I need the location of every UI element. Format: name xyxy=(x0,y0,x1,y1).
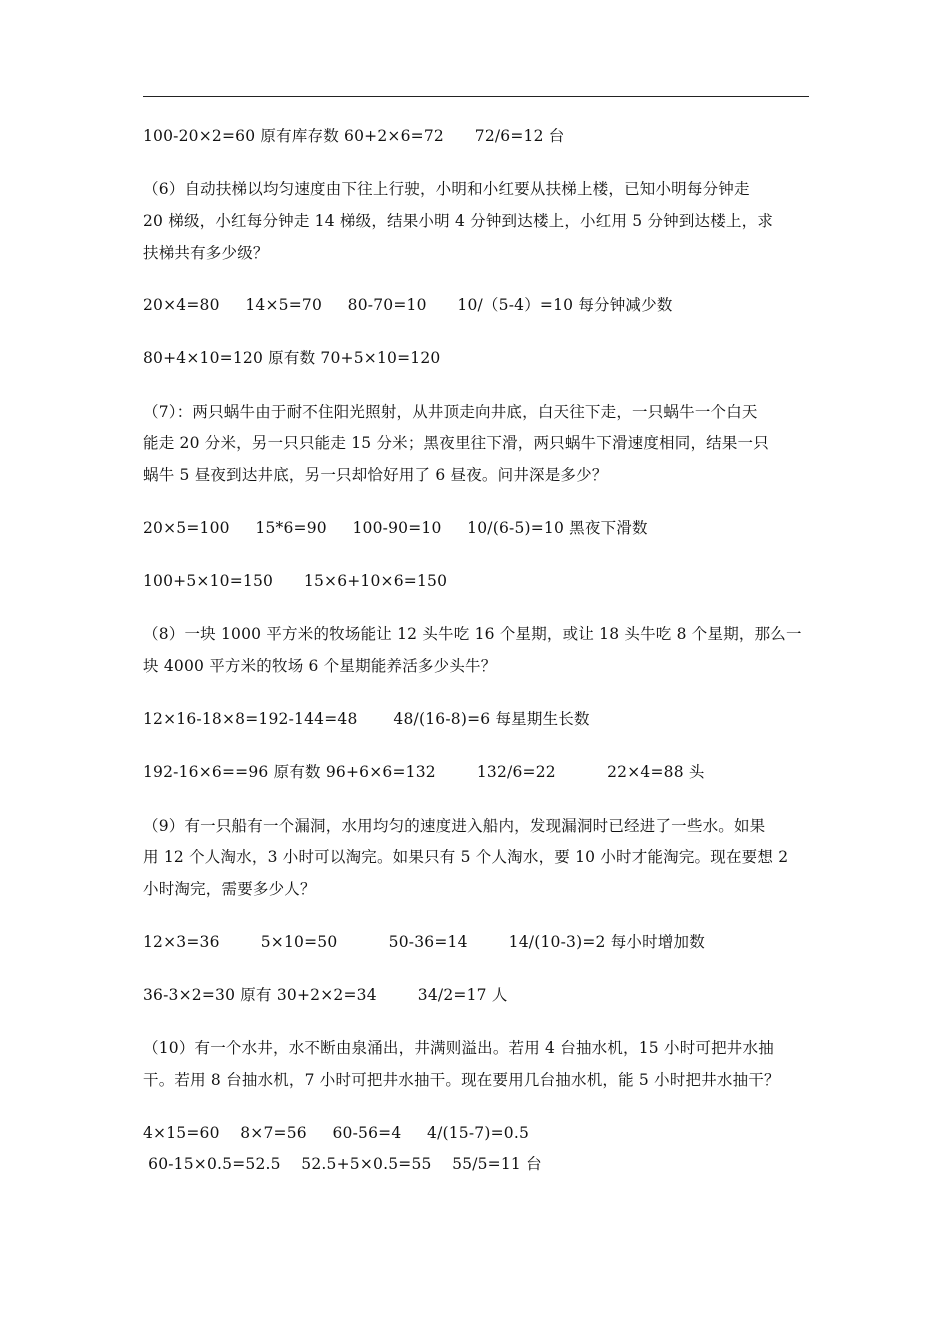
answer-line: 20×4=80 14×5=70 80-70=10 10/（5-4）=10 每分钟减少数 xyxy=(143,296,673,314)
problem-10-line-1: （10）有一个水井，水不断由泉涌出，井满则溢出。若用 4 台抽水机，15 小时可把井水抽 xyxy=(143,1039,774,1057)
problem-6-line-2: 20 梯级，小红每分钟走 14 梯级，结果小明 4 分钟到达楼上，小红用 5 分钟到达楼上，求 xyxy=(143,212,774,230)
answer-line: 4×15=60 8×7=56 60-56=4 4/(15-7)=0.5 xyxy=(143,1124,530,1142)
answer-line: 100+5×10=150 15×6+10×6=150 xyxy=(143,572,448,590)
problem-7-line-2: 能走 20 分米，另一只只能走 15 分米；黑夜里往下滑，两只蜗牛下滑速度相同，结果一只 xyxy=(143,434,769,452)
problem-6-line-1: （6）自动扶梯以均匀速度由下往上行驶，小明和小红要从扶梯上楼，已知小明每分钟走 xyxy=(143,180,750,198)
problem-6-line-3: 扶梯共有多少级？ xyxy=(143,244,269,262)
answer-line: 36-3×2=30 原有 30+2×2=34 34/2=17 人 xyxy=(143,986,508,1004)
problem-10-line-2: 干。若用 8 台抽水机，7 小时可把井水抽干。现在要用几台抽水机，能 5 小时把井水抽干？ xyxy=(143,1071,780,1089)
answer-line: 60-15×0.5=52.5 52.5+5×0.5=55 55/5=11 台 xyxy=(143,1155,542,1173)
answer-line: 192-16×6==96 原有数 96+6×6=132 132/6=22 22×4=88 头 xyxy=(143,763,705,781)
answer-line: 12×3=36 5×10=50 50-36=14 14/(10-3)=2 每小时增加数 xyxy=(143,933,705,951)
header-rule xyxy=(143,96,809,97)
problem-8-line-1: （8）一块 1000 平方米的牧场能让 12 头牛吃 16 个星期，或让 18 头牛吃 8 个星期，那么一 xyxy=(143,625,802,643)
answer-line: 100-20×2=60 原有库存数 60+2×6=72 72/6=12 台 xyxy=(143,127,565,145)
problem-9-line-1: （9）有一只船有一个漏洞，水用均匀的速度进入船内，发现漏洞时已经进了一些水。如果 xyxy=(143,817,766,835)
problem-9-line-2: 用 12 个人淘水，3 小时可以淘完。如果只有 5 个人淘水，要 10 小时才能淘完。现在要想 2 xyxy=(143,848,789,866)
problem-7-line-3: 蜗牛 5 昼夜到达井底，另一只却恰好用了 6 昼夜。问井深是多少？ xyxy=(143,466,608,484)
problem-8-line-2: 块 4000 平方米的牧场 6 个星期能养活多少头牛？ xyxy=(143,657,497,675)
problem-9-line-3: 小时淘完，需要多少人？ xyxy=(143,880,316,898)
answer-line: 12×16-18×8=192-144=48 48/(16-8)=6 每星期生长数 xyxy=(143,710,590,728)
problem-7-line-1: （7）：两只蜗牛由于耐不住阳光照射，从井顶走向井底，白天往下走，一只蜗牛一个白天 xyxy=(143,403,758,421)
answer-line: 20×5=100 15*6=90 100-90=10 10/(6-5)=10 黑夜下滑数 xyxy=(143,519,648,537)
answer-line: 80+4×10=120 原有数 70+5×10=120 xyxy=(143,349,441,367)
